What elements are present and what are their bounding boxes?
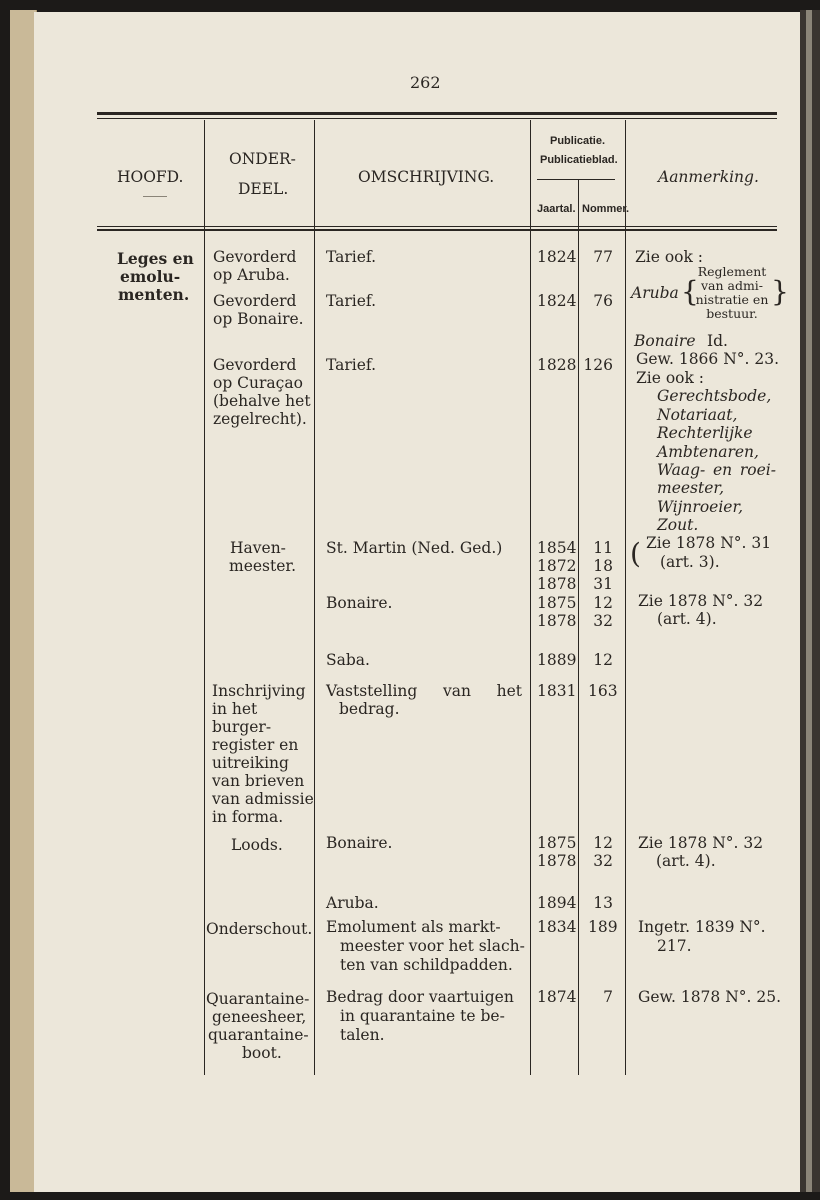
r11-onderdeel-4: boot. <box>242 1044 282 1062</box>
r7-omschrijving-2: bedrag. <box>339 700 400 718</box>
bonaire-id: Id. <box>707 332 728 350</box>
r3-aanm-it-1: Gerechtsbode, <box>657 387 772 405</box>
r5-nommer-2: 32 <box>593 612 613 630</box>
r6-nommer: 12 <box>593 651 613 669</box>
r3-aanm-waag <box>657 461 776 479</box>
r5-nommer-1: 12 <box>593 594 613 612</box>
r5-jaartal-1: 1875 <box>537 594 577 612</box>
header-rule-thin <box>97 226 777 227</box>
header-aanmerking: Aanmerking. <box>658 168 759 186</box>
hoofd-line-3: menten. <box>118 285 190 304</box>
r1-nommer: 77 <box>593 248 613 266</box>
header-publicatie: Publicatie. <box>550 135 606 147</box>
r10-aanm-2: 217. <box>657 937 692 955</box>
r10-aanm-1: Ingetr. 1839 N°. <box>638 918 766 936</box>
bonaire-label: Bonaire <box>634 332 696 350</box>
r7-omschrijving-1 <box>326 682 522 700</box>
r5-omschrijving: Bonaire. <box>326 594 393 612</box>
r4-nommer-3: 31 <box>593 575 613 593</box>
r6-omschrijving: Saba. <box>326 651 370 669</box>
r3-aanm-it-4: Ambtenaren, <box>657 443 759 461</box>
page-stack-edge <box>10 10 37 1192</box>
hoofd-line-2: emolu- <box>120 267 181 286</box>
header-hoofd: HOOFD. <box>117 168 184 186</box>
r1-aanmerking: Zie ook : <box>635 248 704 266</box>
aruba-note-2: van admi- <box>700 278 764 293</box>
header-onderdeel-1: ONDER- <box>229 150 296 168</box>
r8-omschrijving: Bonaire. <box>326 834 393 852</box>
header-omschrijving: OMSCHRIJVING. <box>358 168 495 186</box>
r2-onderdeel-1: Gevorderd <box>213 292 297 310</box>
col-line-4 <box>578 180 579 1075</box>
r3-aanm-2: Zie ook : <box>636 369 705 387</box>
r1-omschrijving: Tarief. <box>326 248 377 266</box>
col-line-2 <box>314 120 315 1075</box>
header-jaartal: Jaartal. <box>537 203 576 215</box>
r4-onderdeel-1: Haven- <box>230 539 286 557</box>
r1-jaartal: 1824 <box>537 248 577 266</box>
r7-onderdeel-4: register en <box>212 736 299 754</box>
r4-jaartal-3: 1878 <box>537 575 577 593</box>
r10-omschrijving-1: Emolument als markt- <box>326 918 501 936</box>
r3-onderdeel-1: Gevorderd <box>213 356 297 374</box>
page-number: 262 <box>410 73 441 92</box>
r4-jaartal-2: 1872 <box>537 557 577 575</box>
r11-onderdeel-3: quarantaine- <box>208 1026 309 1044</box>
vaststelling-word: Vaststelling <box>326 682 418 700</box>
r11-jaartal: 1874 <box>537 988 577 1006</box>
r1-onderdeel-2: op Aruba. <box>213 266 290 284</box>
r11-onderdeel-1: Quarantaine- <box>206 990 310 1008</box>
r8-nommer-1: 12 <box>593 834 613 852</box>
r6-jaartal: 1889 <box>537 651 577 669</box>
r3-aanm-1: Gew. 1866 N°. 23. <box>636 350 780 368</box>
r8-jaartal-2: 1878 <box>537 852 577 870</box>
r3-onderdeel-3: (behalve het <box>213 392 311 410</box>
r8-onderdeel: Loods. <box>231 836 283 854</box>
r5-aanm-1: Zie 1878 N°. 32 <box>638 592 764 610</box>
r4-nommer-2: 18 <box>593 557 613 575</box>
r7-jaartal: 1831 <box>537 682 577 700</box>
col-line-3 <box>530 120 531 1075</box>
r11-onderdeel-2: geneesheer, <box>212 1008 307 1026</box>
r10-nommer: 189 <box>588 918 618 936</box>
header-publicatieblad: Publicatieblad. <box>540 154 618 166</box>
r11-nommer: 7 <box>603 988 613 1006</box>
r3-aanm-it-5: meester, <box>657 479 725 497</box>
r3-aanm-it-3: Rechterlijke <box>657 424 753 442</box>
r9-jaartal: 1894 <box>537 894 577 912</box>
top-rule-thin <box>97 118 777 119</box>
r4-omschrijving: St. Martin (Ned. Ged.) <box>326 539 503 557</box>
r3-omschrijving: Tarief. <box>326 356 377 374</box>
r7-onderdeel-3: burger- <box>212 718 272 736</box>
aruba-label: Aruba <box>631 284 679 302</box>
r11-aanm: Gew. 1878 N°. 25. <box>638 988 782 1006</box>
r10-omschrijving-2: meester voor het slach- <box>340 937 525 955</box>
header-nommer: Nommer. <box>582 203 630 215</box>
r7-onderdeel-5: uitreiking <box>212 754 289 772</box>
r7-onderdeel-8: in forma. <box>212 808 284 826</box>
r2-omschrijving: Tarief. <box>326 292 377 310</box>
publicatie-rule <box>537 179 615 180</box>
r2-onderdeel-2: op Bonaire. <box>213 310 304 328</box>
r7-onderdeel-6: van brieven <box>212 772 305 790</box>
r11-omschrijving-1: Bedrag door vaartuigen <box>326 988 514 1006</box>
r11-omschrijving-3: talen. <box>340 1026 385 1044</box>
aruba-note-4: bestuur. <box>706 306 758 321</box>
r10-omschrijving-3: ten van schildpadden. <box>340 956 513 974</box>
header-rule-thick <box>97 229 777 231</box>
van-word: van <box>442 682 471 700</box>
r9-nommer: 13 <box>593 894 613 912</box>
col-line-5 <box>625 120 626 1075</box>
het-word: het <box>496 682 522 700</box>
r7-onderdeel-7: van admissie <box>212 790 314 808</box>
roei-word: roei- <box>739 461 776 479</box>
r4-onderdeel-2: meester. <box>229 557 297 575</box>
header-onderdeel-2: DEEL. <box>238 180 289 198</box>
r7-nommer: 163 <box>588 682 618 700</box>
r11-omschrijving-2: in quarantaine te be- <box>340 1007 505 1025</box>
r8-jaartal-1: 1875 <box>537 834 577 852</box>
aruba-note-3: nistratie en <box>695 292 769 307</box>
r8-aanm-1: Zie 1878 N°. 32 <box>638 834 764 852</box>
waag-word: Waag- <box>657 461 706 479</box>
r4-jaartal-1: 1854 <box>537 539 577 557</box>
binding-edge <box>800 10 820 1192</box>
aruba-brace-right: } <box>771 275 789 308</box>
r3-jaartal: 1828 <box>537 356 577 374</box>
r5-aanm-2: (art. 4). <box>657 610 717 628</box>
aruba-note-1: Reglement <box>697 264 767 279</box>
r9-omschrijving: Aruba. <box>326 894 379 912</box>
hoofd-underline <box>143 196 167 197</box>
r2-nommer: 76 <box>593 292 613 310</box>
r4-nommer-1: 11 <box>593 539 613 557</box>
r10-jaartal: 1834 <box>537 918 577 936</box>
r3-onderdeel-2: op Curaçao <box>213 374 303 392</box>
r3-onderdeel-4: zegelrecht). <box>213 410 307 428</box>
r3-aanm-it-6: Wijnroeier, <box>657 498 744 516</box>
r10-onderdeel: Onderschout. <box>206 920 313 938</box>
aruba-brace-left: { <box>681 275 699 308</box>
r2-jaartal: 1824 <box>537 292 577 310</box>
r4-brace: ( <box>630 537 641 570</box>
top-rule-thick <box>97 112 777 115</box>
r8-aanm-2: (art. 4). <box>656 852 716 870</box>
r4-aanm-1: Zie 1878 N°. 31 <box>646 534 772 552</box>
r7-onderdeel-2: in het <box>212 700 258 718</box>
r3-aanm-it-2: Notariaat, <box>657 406 738 424</box>
r5-jaartal-2: 1878 <box>537 612 577 630</box>
r8-nommer-2: 32 <box>593 852 613 870</box>
r1-onderdeel-1: Gevorderd <box>213 248 297 266</box>
r7-onderdeel-1: Inschrijving <box>212 682 306 700</box>
r4-aanm-2: (art. 3). <box>660 553 720 571</box>
r3-aanm-it-7: Zout. <box>657 516 699 534</box>
hoofd-line-1: Leges en <box>117 249 194 268</box>
en-word: en <box>712 461 733 479</box>
r3-nommer: 126 <box>583 356 613 374</box>
col-line-1 <box>204 120 205 1075</box>
